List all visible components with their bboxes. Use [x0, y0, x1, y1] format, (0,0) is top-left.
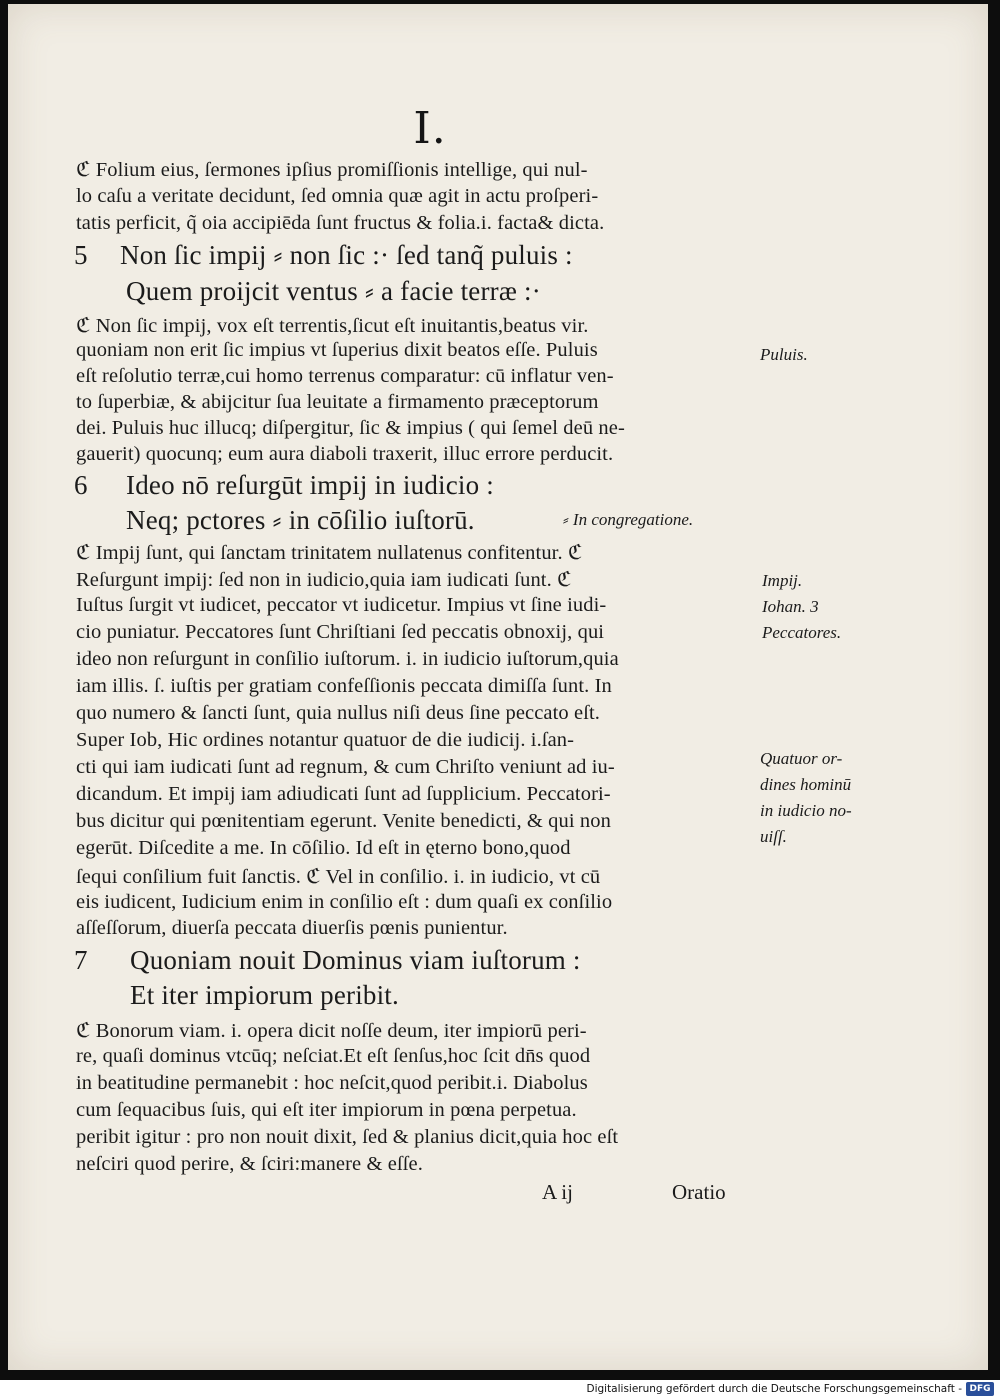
text-line: bus dicitur qui pœnitentiam egerunt. Venite benedicti, & qui non	[76, 810, 611, 832]
text-line: quo numero & ſancti ſunt, quia nullus niſi deus ſine peccato eſt.	[76, 702, 601, 724]
text-line: ℭ Folium eius, ſermones ipſius promiſſionis intellige, qui nul-	[76, 159, 588, 181]
verse-number: 7	[74, 945, 88, 975]
inline-note-congregatione: ⸗ In congregatione.	[563, 510, 694, 529]
margin-note: Impij.	[762, 571, 803, 590]
verse-number: 6	[74, 470, 88, 500]
text-line: dicandum. Et impij iam adiudicati ſunt ad ſupplicium. Peccatori-	[76, 783, 611, 805]
margin-note: dines hominū	[760, 775, 852, 794]
text-line: Iuſtus ſurgit vt iudicet, peccator vt iudicetur. Impius vt ſine iudi-	[76, 594, 607, 616]
text-line: ideo non reſurgunt in conſilio iuſtorum. i. in iudicio iuſtorum,quia	[76, 648, 619, 670]
text-line: re, quaſi dominus vtcūq; neſciat.Et eſt ſenſus,hoc ſcit dn̄s quod	[76, 1045, 591, 1067]
margin-note: Iohan. 3	[762, 597, 819, 616]
dfg-logo: DFG	[966, 1382, 994, 1396]
text-line: ſequi conſilium fuit ſanctis. ℭ Vel in conſilio. i. in iudicio, vt cū	[76, 866, 601, 888]
verse-line: Non ſic impij ⸗ non ſic :· ſed tanq̃ puluis :	[120, 240, 573, 270]
page-header-letter: I.	[413, 103, 447, 154]
text-line: quoniam non erit ſic impius vt ſuperius dixit beatos eſſe. Puluis	[76, 339, 598, 361]
text-line: ℭ Bonorum viam. i. opera dicit noſſe deum, iter impiorū peri-	[76, 1020, 587, 1042]
verse-number: 5	[74, 240, 88, 270]
verse-line: Et iter impiorum peribit.	[130, 980, 399, 1010]
verse-line: Neq; pctores ⸗ in cōſilio iuſtorū.	[126, 505, 475, 535]
text-line: to ſuperbiæ, & abijcitur ſua leuitate a firmamento præceptorum	[76, 391, 599, 413]
text-line: gauerit) quocunq; eum aura diaboli traxerit, illuc errore perducit.	[76, 443, 614, 465]
text-line: egerūt. Diſcedite a me. In cōſilio. Id eſt in ęterno bono,quod	[76, 837, 571, 859]
text-line: ℭ Impij ſunt, qui ſanctam trinitatem nullatenus confitentur. ℭ	[76, 542, 583, 564]
text-line: cum ſequacibus ſuis, qui eſt iter impiorum in pœna perpetua.	[76, 1099, 577, 1121]
text-line: Reſurgunt impij: ſed non in iudicio,quia iam iudicati ſunt. ℭ	[76, 569, 572, 591]
signature-mark: A ij	[542, 1180, 573, 1204]
verse-line: Ideo nō reſurgūt impij in iudicio :	[126, 470, 494, 500]
text-line: aſſeſſorum, diuerſa peccata diuerſis pœnis punientur.	[76, 917, 508, 939]
text-line: peribit igitur : pro non nouit dixit, ſed & planius dicit,quia hoc eſt	[76, 1126, 619, 1148]
text-line: Super Iob, Hic ordines notantur quatuor de die iudicij. i.ſan-	[76, 729, 575, 751]
footer-credit: Digitalisierung gefördert durch die Deutsche Forschungsgemeinschaft -	[586, 1383, 962, 1395]
text-line: tatis perficit, q̃ oia accipiēda ſunt fructus & folia.i. facta& dicta.	[76, 212, 605, 234]
margin-note: uiſſ.	[760, 827, 787, 846]
margin-note: Puluis.	[760, 345, 808, 364]
text-line: dei. Puluis huc illucq; diſpergitur, ſic & impius ( qui ſemel deū ne-	[76, 417, 625, 439]
text-line: iam illis. ſ. iuſtis per gratiam confeſſionis peccata dimiſſa ſunt. In	[76, 675, 612, 697]
text-line: lo caſu a veritate decidunt, ſed omnia quæ agit in actu proſperi-	[76, 185, 599, 207]
text-line: eis iudicent, Iudicium enim in conſilio eſt : dum quaſi ex conſilio	[76, 891, 613, 913]
verse-line: Quem proijcit ventus ⸗ a facie terræ :·	[126, 276, 541, 306]
catchword: Oratio	[672, 1180, 726, 1204]
margin-note: Quatuor or-	[760, 749, 843, 768]
text-line: eſt reſolutio terræ,cui homo terrenus comparatur: cū inflatur ven-	[76, 365, 614, 387]
text-line: neſciri quod perire, & ſciri:manere & eſſe.	[76, 1153, 423, 1175]
text-line: cio puniatur. Peccatores ſunt Chriſtiani ſed peccatis obnoxij, qui	[76, 621, 605, 643]
verse-line: Quoniam nouit Dominus viam iuſtorum :	[130, 945, 581, 975]
text-line: in beatitudine permanebit : hoc neſcit,quod peribit.i. Diabolus	[76, 1072, 588, 1094]
margin-note: Peccatores.	[762, 623, 842, 642]
text-line: ℭ Non ſic impij, vox eſt terrentis,ſicut eſt inuitantis,beatus vir.	[76, 315, 589, 337]
margin-note: in iudicio no-	[760, 801, 852, 820]
text-line: cti qui iam iudicati ſunt ad regnum, & cum Chriſto veniunt ad iu-	[76, 756, 615, 778]
